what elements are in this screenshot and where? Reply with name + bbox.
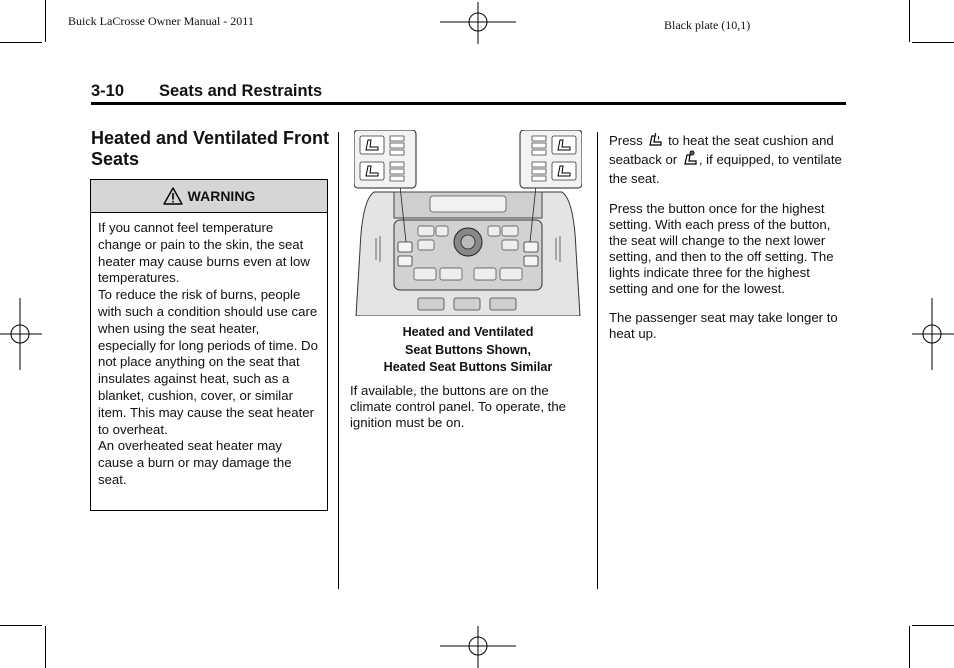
caption-line: Seat Buttons Shown, — [405, 342, 531, 357]
registration-mark-left — [0, 298, 42, 370]
instruction-text: to heat the seat cushion and seatback or — [609, 133, 834, 167]
manual-name: Buick LaCrosse Owner Manual - 2011 — [68, 14, 254, 28]
page-number: 3-10 — [91, 82, 125, 100]
crop-mark — [909, 0, 910, 42]
heated-seat-icon — [648, 132, 662, 147]
instruction-paragraph: Press the button once for the highest setting. With each press of the button, the seat will change to the next lower setting, and then to the off setting. The lights indicate three for the highest setting and one for the lowest. — [609, 201, 834, 296]
registration-mark-right — [912, 298, 954, 370]
crop-mark — [912, 625, 954, 626]
section-heading — [91, 82, 322, 101]
warning-paragraph: An overheated seat heater may cause a burn or may damage the seat. — [98, 438, 292, 487]
registration-mark-top — [440, 2, 516, 46]
instruction-paragraph — [609, 131, 849, 188]
column-divider — [338, 132, 339, 589]
crop-mark — [912, 42, 954, 43]
page-title: Heated and Ventilated Front Seats — [91, 128, 330, 169]
warning-paragraph: If you cannot feel temperature change or pain to the skin, the seat heater may cause burns even at low temperatures. — [98, 220, 310, 286]
caption-line: Heated Seat Buttons Similar — [383, 360, 553, 374]
crop-mark — [0, 42, 42, 43]
instruction-text: , if equipped, to ventilate the seat. — [609, 152, 842, 186]
caption-line: Heated and Ventilated — [402, 325, 534, 339]
crop-mark — [909, 626, 910, 668]
warning-label: WARNING — [187, 188, 256, 204]
registration-mark-bottom — [440, 624, 516, 668]
header-rule — [91, 102, 846, 105]
crop-mark — [45, 0, 46, 42]
warning-triangle-icon — [163, 187, 183, 205]
crop-mark — [0, 625, 42, 626]
plate-label: Black plate (10,1) — [664, 18, 751, 32]
warning-box — [90, 179, 328, 511]
crop-mark — [45, 626, 46, 668]
figure-caption — [350, 324, 586, 377]
instructions — [609, 131, 849, 355]
body-text: If available, the buttons are on the climate control panel. To operate, the ignition must be on. — [350, 383, 567, 430]
section-name: Seats and Restraints — [159, 82, 323, 100]
instruction-text: Press — [609, 133, 643, 148]
warning-header — [91, 180, 327, 213]
warning-paragraph: To reduce the risk of burns, people with such a condition should use care when using the seat heater, especially for long periods of time. Do not place anything on the seat that insulates against heat, such as a blanket, cushion, cover, or similar item. This may cause the seat heater to overheat. — [98, 287, 318, 437]
warning-text — [91, 213, 327, 489]
ventilated-seat-icon — [683, 150, 697, 166]
climate-control-panel-illustration — [354, 130, 582, 316]
column-divider — [597, 132, 598, 589]
instruction-paragraph: The passenger seat may take longer to heat up. — [609, 310, 838, 341]
